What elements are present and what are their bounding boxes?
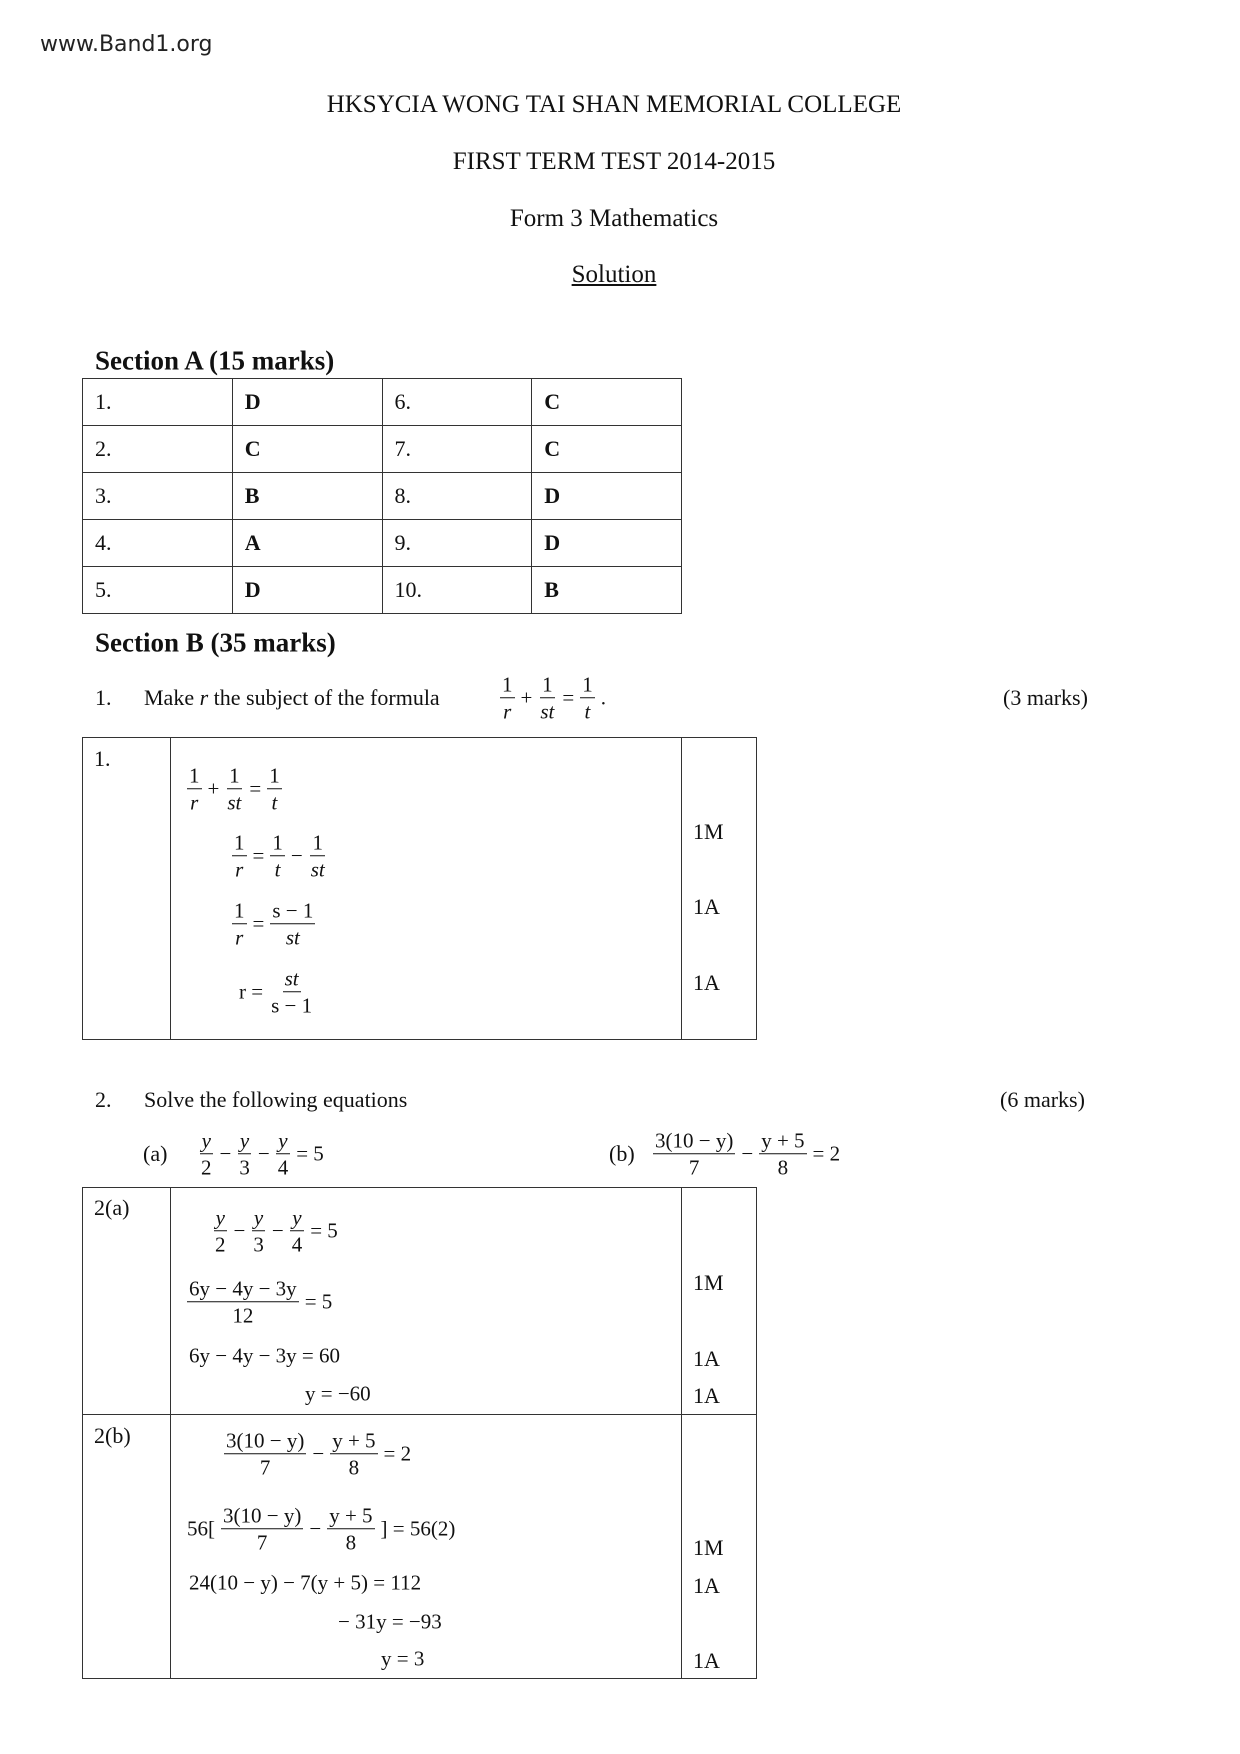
denominator: 12 [232, 1303, 254, 1328]
answer-cell: D [232, 379, 382, 426]
q2-marks: (6 marks) [1000, 1087, 1085, 1112]
test-title: FIRST TERM TEST 2014-2015 [452, 148, 776, 175]
question-number-cell: 3. [83, 473, 233, 520]
answer-cell: D [532, 520, 682, 567]
math-text: − [257, 1141, 270, 1166]
q2b-equation [650, 1127, 843, 1181]
answer-cell: D [232, 567, 382, 614]
q1-formula [497, 671, 609, 725]
numerator: 3(10 − y) [224, 1427, 306, 1454]
denominator: 2 [201, 1155, 212, 1180]
fraction [187, 762, 202, 816]
question-number-cell: 4. [83, 520, 233, 567]
math-text: + [520, 685, 533, 710]
numerator: 1 [540, 671, 555, 698]
q1-solution-label: 1. [94, 746, 111, 771]
q2b-line-1 [221, 1427, 414, 1481]
q2a-mark-3: 1A [693, 1383, 720, 1408]
fraction [237, 1127, 252, 1181]
denominator: 8 [348, 1455, 360, 1480]
fraction [221, 1502, 303, 1556]
math-text: − [312, 1441, 325, 1466]
denominator: r [235, 925, 244, 950]
question-number-cell: 6. [382, 379, 532, 426]
numerator: 6y − 4y − 3y [187, 1275, 299, 1302]
divider [681, 1187, 682, 1679]
q2b-solution-label: 2(b) [94, 1423, 131, 1448]
q2-number: 2. [95, 1087, 112, 1112]
q2b-line-4 [335, 1610, 445, 1635]
numerator: 1 [227, 762, 242, 789]
q2b-label: (b) [609, 1141, 635, 1166]
q2-text: Solve the following equations [144, 1087, 408, 1112]
numerator: y [214, 1204, 227, 1231]
math-text: = 5 [304, 1289, 333, 1314]
q2a-line-1 [210, 1204, 341, 1258]
q2b-line-3 [186, 1571, 424, 1596]
fraction [538, 671, 556, 725]
divider [170, 737, 171, 1040]
math-text: − 31y = −93 [338, 1609, 442, 1634]
math-text: = [252, 843, 265, 868]
numerator: y + 5 [759, 1127, 806, 1154]
q2a-mark-2: 1A [693, 1346, 720, 1371]
denominator: 2 [215, 1232, 226, 1257]
math-text: . [600, 685, 606, 710]
denominator: r [503, 699, 512, 724]
site-watermark: www.Band1.org [40, 32, 213, 57]
math-text: = [249, 776, 262, 801]
q2b-mark-3: 1A [693, 1648, 720, 1673]
denominator: t [274, 857, 281, 882]
answer-row [83, 473, 682, 520]
denominator: r [235, 857, 244, 882]
math-text: 24(10 − y) − 7(y + 5) = 112 [189, 1570, 422, 1595]
numerator: s − 1 [270, 897, 315, 924]
fraction [269, 965, 314, 1019]
numerator: 1 [270, 829, 285, 856]
answer-cell: D [532, 473, 682, 520]
fraction [224, 1427, 306, 1481]
solution-title: Solution [571, 261, 657, 288]
q2a-solution-label: 2(a) [94, 1195, 130, 1220]
fraction [232, 897, 247, 951]
numerator: st [283, 965, 301, 992]
numerator: 1 [580, 671, 595, 698]
fraction [276, 1127, 291, 1181]
q2b-line-2 [184, 1502, 458, 1556]
fraction [580, 671, 595, 725]
section-a-heading: Section A (15 marks) [95, 345, 335, 376]
answer-row [83, 379, 682, 426]
fraction [309, 829, 327, 883]
q2a-equation [196, 1127, 327, 1181]
math-text: = 2 [812, 1141, 841, 1166]
math-text: = 5 [296, 1141, 324, 1166]
question-number-cell: 8. [382, 473, 532, 520]
question-number-cell: 2. [83, 426, 233, 473]
denominator: 7 [259, 1455, 271, 1480]
q1-line-1 [184, 762, 285, 816]
math-text: 6y − 4y − 3y = 60 [189, 1343, 341, 1368]
q2-solution-box [82, 1187, 757, 1679]
q1-text-post: the subject of the formula [208, 685, 440, 710]
numerator: 3(10 − y) [221, 1502, 303, 1529]
answer-cell: C [232, 426, 382, 473]
q1-text [144, 685, 440, 711]
math-text: 56[ [187, 1516, 215, 1541]
math-text: − [233, 1218, 246, 1243]
numerator: 3(10 − y) [653, 1127, 735, 1154]
q2a-line-2 [184, 1275, 335, 1329]
section-b-heading: Section B (35 marks) [95, 627, 336, 658]
q2a-label: (a) [143, 1141, 168, 1166]
fraction [330, 1427, 377, 1481]
math-text: − [271, 1218, 284, 1243]
answer-row [83, 567, 682, 614]
question-number-cell: 10. [382, 567, 532, 614]
math-text: y = 3 [381, 1646, 425, 1671]
q2b-mark-2: 1A [693, 1573, 720, 1598]
q2a-mark-1: 1M [693, 1270, 724, 1295]
denominator: 7 [688, 1155, 700, 1180]
denominator: 3 [239, 1155, 250, 1180]
denominator: 4 [291, 1232, 303, 1257]
denominator: 4 [277, 1155, 289, 1180]
denominator: t [271, 790, 278, 815]
answer-row [83, 520, 682, 567]
divider [170, 1187, 171, 1679]
section-a-answer-table [82, 378, 682, 614]
fraction [251, 1204, 266, 1258]
fraction [500, 671, 515, 725]
fraction [267, 762, 282, 816]
answer-row [83, 426, 682, 473]
divider [82, 1414, 757, 1415]
q1-text-var: r [199, 685, 209, 710]
q2b-mark-1: 1M [693, 1535, 724, 1560]
denominator: 8 [345, 1530, 357, 1555]
denominator: 7 [256, 1530, 268, 1555]
q1-line-3 [229, 897, 318, 951]
q1-text-pre: Make [144, 685, 200, 710]
denominator: r [190, 790, 199, 815]
divider [681, 737, 682, 1040]
q1-mark-3: 1A [693, 970, 720, 995]
q2a-line-3 [186, 1344, 343, 1369]
denominator: t [584, 699, 591, 724]
numerator: y [252, 1204, 265, 1231]
answer-cell: B [532, 567, 682, 614]
numerator: y [238, 1127, 251, 1154]
numerator: y [290, 1204, 303, 1231]
math-text: + [207, 776, 220, 801]
q1-mark-2: 1A [693, 894, 720, 919]
q2b-line-5 [378, 1647, 427, 1672]
q1-number: 1. [95, 685, 112, 710]
answer-cell: C [532, 426, 682, 473]
q1-marks: (3 marks) [1003, 685, 1088, 710]
fraction [270, 829, 285, 883]
math-text: − [309, 1516, 322, 1541]
fraction [653, 1127, 735, 1181]
numerator: 1 [267, 762, 282, 789]
fraction [270, 897, 315, 951]
answer-cell: A [232, 520, 382, 567]
answer-cell: C [532, 379, 682, 426]
numerator: 1 [232, 897, 247, 924]
numerator: y [200, 1127, 213, 1154]
numerator: y + 5 [327, 1502, 374, 1529]
math-text: − [741, 1141, 754, 1166]
denominator: st [540, 699, 555, 724]
fraction [327, 1502, 374, 1556]
math-text: − [219, 1141, 232, 1166]
numerator: 1 [310, 829, 325, 856]
question-number-cell: 5. [83, 567, 233, 614]
math-text: − [290, 843, 303, 868]
fraction [232, 829, 247, 883]
numerator: 1 [232, 829, 247, 856]
question-number-cell: 1. [83, 379, 233, 426]
fraction [213, 1204, 228, 1258]
math-text: = 5 [310, 1218, 338, 1243]
math-text: y = −60 [305, 1381, 371, 1406]
denominator: s − 1 [271, 993, 313, 1018]
denominator: 3 [253, 1232, 264, 1257]
fraction [290, 1204, 305, 1258]
denominator: st [227, 790, 242, 815]
fraction [187, 1275, 299, 1329]
math-text: ] = 56(2) [380, 1516, 456, 1541]
q2a-line-4 [302, 1382, 374, 1407]
q1-line-2 [229, 829, 330, 883]
math-text: r = [239, 979, 264, 1004]
denominator: 8 [777, 1155, 789, 1180]
numerator: 1 [187, 762, 202, 789]
subject-title: Form 3 Mathematics [509, 205, 719, 232]
denominator: st [285, 925, 300, 950]
math-text: = 2 [383, 1441, 412, 1466]
numerator: y + 5 [330, 1427, 377, 1454]
math-text: = [252, 911, 265, 936]
fraction [759, 1127, 806, 1181]
question-number-cell: 7. [382, 426, 532, 473]
numerator: y [276, 1127, 289, 1154]
q1-line-4 [236, 965, 317, 1019]
question-number-cell: 9. [382, 520, 532, 567]
math-text: = [562, 685, 575, 710]
fraction [225, 762, 243, 816]
fraction [199, 1127, 214, 1181]
answer-cell: B [232, 473, 382, 520]
school-name: HKSYCIA WONG TAI SHAN MEMORIAL COLLEGE [326, 91, 902, 118]
denominator: st [310, 857, 325, 882]
numerator: 1 [500, 671, 515, 698]
q1-mark-1: 1M [693, 819, 724, 844]
